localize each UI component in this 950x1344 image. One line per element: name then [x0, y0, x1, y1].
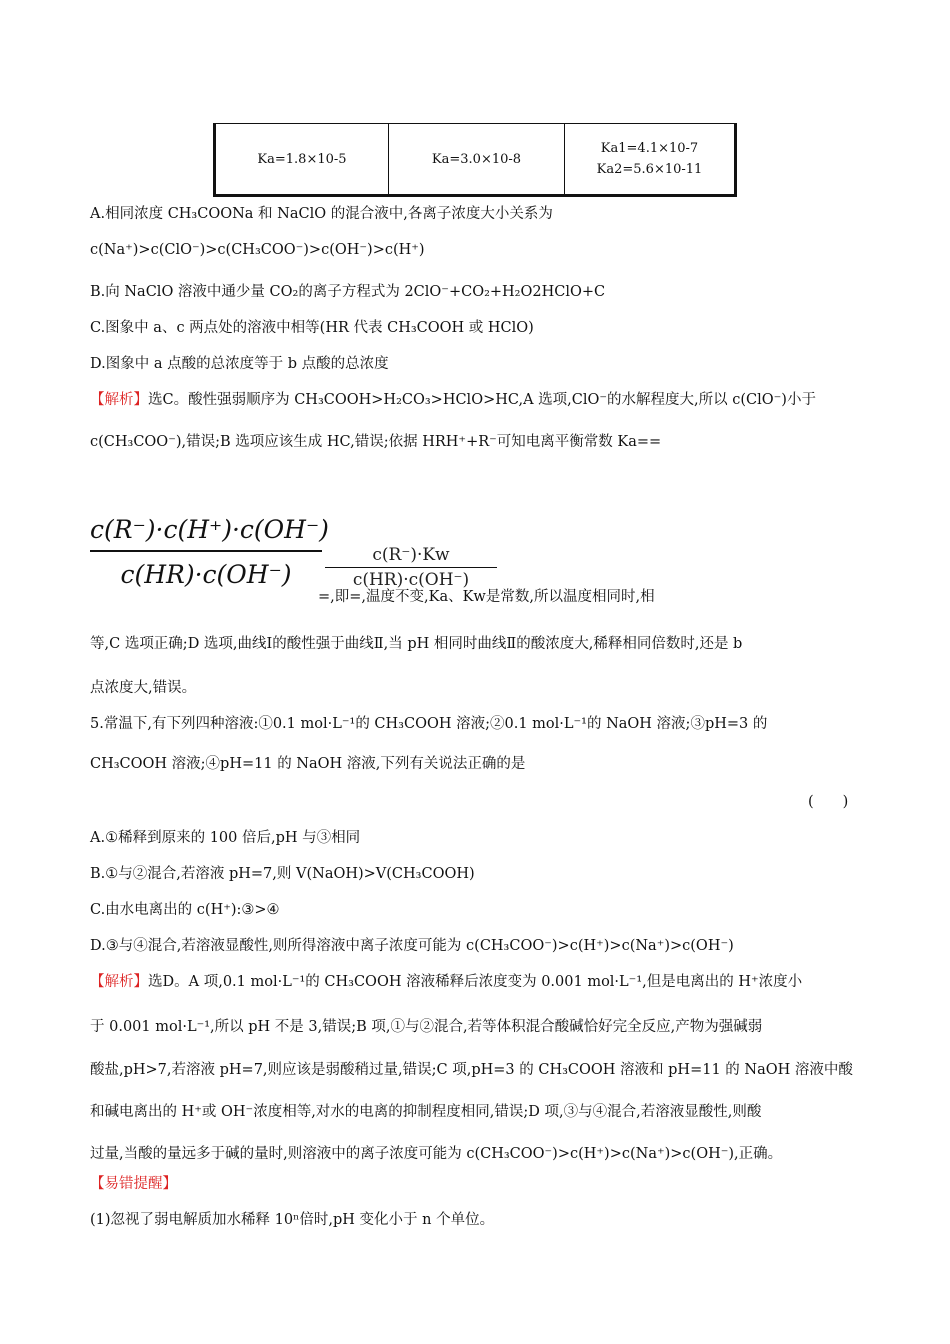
ka2-value: Ka2=5.6×10-11: [596, 162, 703, 177]
tips-line1: (1)忽视了弱电解质加水稀释 10ⁿ倍时,pH 变化小于 n 个单位。: [90, 1212, 495, 1228]
ka-table: [213, 123, 737, 197]
tips-tag: 【易错提醒】: [90, 1176, 177, 1192]
q5-option-b: B.①与②混合,若溶液 pH=7,则 V(NaOH)>V(CH₃COOH): [90, 866, 475, 882]
big-fraction-numerator: c(R⁻)·c(H⁺)·c(OH⁻): [90, 515, 329, 544]
q4-option-a-line1: A.相同浓度 CH₃COONa 和 NaClO 的混合液中,各离子浓度大小关系为: [90, 206, 553, 222]
ka-cell-hclo: Ka=3.0×10-8: [389, 124, 565, 196]
q4-analysis-line5: 点浓度大,错误。: [90, 680, 197, 696]
q5-stem-line2: CH₃COOH 溶液;④pH=11 的 NaOH 溶液,下列有关说法正确的是: [90, 756, 526, 772]
q4-analysis-line1: 【解析】选C。酸性强弱顺序为 CH₃COOH>H₂CO₃>HClO>HC,A 选项,ClO⁻的水解程度大,所以 c(ClO⁻)小于: [90, 392, 816, 408]
analysis-tag: 【解析】: [90, 392, 148, 408]
q5-option-c: C.由水电离出的 c(H⁺):③>④: [90, 902, 280, 918]
q5-analysis-line5: 过量,当酸的量远多于碱的量时,则溶液中的离子浓度可能为 c(CH₃COO⁻)>c(H⁺)>c(Na⁺)>c(OH⁻),正确。: [90, 1146, 783, 1162]
q4-option-a-line2: c(Na⁺)>c(ClO⁻)>c(CH₃COO⁻)>c(OH⁻)>c(H⁺): [90, 242, 425, 258]
ka-cell-ch3cooh: Ka=1.8×10-5: [215, 124, 389, 196]
big-fraction-formula: [90, 515, 329, 589]
ka-cell-h2co3: [565, 124, 736, 196]
small-fraction-denominator: c(HR)·c(OH⁻): [352, 570, 470, 590]
fraction-bar: [90, 550, 322, 552]
q5-stem-line1: 5.常温下,有下列四种溶液:①0.1 mol·L⁻¹的 CH₃COOH 溶液;②0.1 mol·L⁻¹的 NaOH 溶液;③pH=3 的: [90, 716, 768, 732]
q4-analysis-line4: 等,C 选项正确;D 选项,曲线Ⅰ的酸性强于曲线Ⅱ,当 pH 相同时曲线Ⅱ的酸浓度大,稀释相同倍数时,还是 b: [90, 636, 743, 652]
fraction-bar: [325, 567, 497, 568]
big-fraction-denominator: c(HR)·c(OH⁻): [120, 560, 292, 589]
q4-option-b: B.向 NaClO 溶液中通少量 CO₂的离子方程式为 2ClO⁻+CO₂+H₂O2HClO+C: [90, 284, 606, 300]
analysis-tag: 【解析】: [90, 974, 148, 990]
small-fraction-numerator: c(R⁻)·Kw: [372, 545, 450, 565]
ka1-value: Ka1=4.1×10-7: [600, 141, 699, 156]
q5-analysis-line2: 于 0.001 mol·L⁻¹,所以 pH 不是 3,错误;B 项,①与②混合,若等体积混合酸碱恰好完全反应,产物为强碱弱: [90, 1019, 763, 1035]
q4-analysis-line2: c(CH₃COO⁻),错误;B 选项应该生成 HC,错误;依据 HRH⁺+R⁻可知电离平衡常数 Ka==: [90, 434, 662, 450]
q5-option-d: D.③与④混合,若溶液显酸性,则所得溶液中离子浓度可能为 c(CH₃COO⁻)>c(H⁺)>c(Na⁺)>c(OH⁻): [90, 938, 734, 954]
answer-paren: ( ): [808, 794, 849, 810]
q5-analysis-line4: 和碱电离出的 H⁺或 OH⁻浓度相等,对水的电离的抑制程度相同,错误;D 项,③与④混合,若溶液显酸性,则酸: [90, 1104, 762, 1120]
q5-option-a: A.①稀释到原来的 100 倍后,pH 与③相同: [90, 830, 361, 846]
q5-analysis-line3: 酸盐,pH>7,若溶液 pH=7,则应该是弱酸稍过量,错误;C 项,pH=3 的 CH₃COOH 溶液和 pH=11 的 NaOH 溶液中酸: [90, 1062, 853, 1078]
small-fraction-formula: [325, 545, 497, 590]
q5-analysis-line1: 【解析】选D。A 项,0.1 mol·L⁻¹的 CH₃COOH 溶液稀释后浓度变为 0.001 mol·L⁻¹,但是电离出的 H⁺浓度小: [90, 974, 803, 990]
q4-analysis-line3: =,即=,温度不变,Ka、Kw是常数,所以温度相同时,相: [318, 589, 655, 605]
q4-option-d: D.图象中 a 点酸的总浓度等于 b 点酸的总浓度: [90, 356, 389, 372]
q4-option-c: C.图象中 a、c 两点处的溶液中相等(HR 代表 CH₃COOH 或 HClO): [90, 320, 534, 336]
